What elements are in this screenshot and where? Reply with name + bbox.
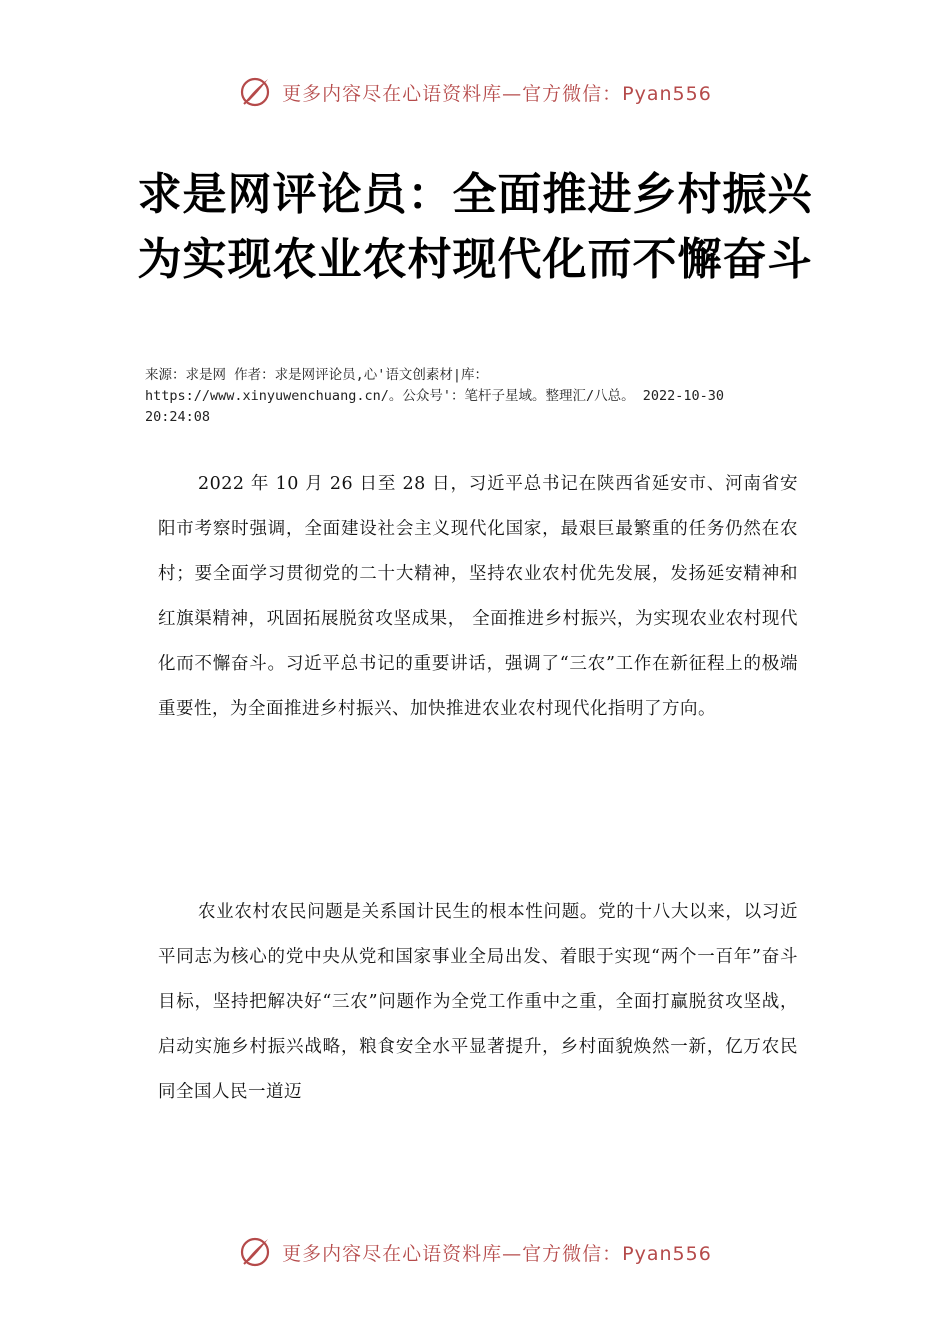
quill-logo-icon (238, 75, 272, 109)
meta-time-line: 20:24:08 (145, 409, 211, 425)
wechat-id: Pyan556 (622, 1242, 712, 1265)
meta-url-line: https://www.xinyuwenchuang.cn/。公众号'：笔杆子星域。整理汇/八总。 2022-10-30 (145, 388, 724, 404)
meta-source-line: 来源：求是网 作者：求是网评论员,心'语文创素材|库： (145, 367, 489, 383)
watermark-footer (0, 1232, 950, 1272)
paragraph-1: 2022 年 10 月 26 日至 28 日，习近平总书记在陕西省延安市、河南省安阳市考察时强调，全面建设社会主义现代化国家，最艰巨最繁重的任务仍然在农村；要全面学习贯彻党的二十大精神，坚持农业农村优先发展，发扬延安精神和红旗渠精神，巩固拓展脱贫攻坚成果， 全面推进乡村振兴，为实现农业农村现代化而不懈奋斗。习近平总书记的重要讲话，强调了“三农”工作在新征程上的极端重要性，为全面推进乡村振兴、加快推进农业农村现代化指明了方向。 (158, 474, 798, 719)
paragraph-2: 农业农村农民问题是关系国计民生的根本性问题。党的十八大以来，以习近平同志为核心的党中央从党和国家事业全局出发、着眼于实现“两个一百年”奋斗目标，坚持把解决好“三农”问题作为全党工作重中之重，全面打赢脱贫攻坚战，启动实施乡村振兴战略，粮食安全水平显著提升，乡村面貌焕然一新，亿万农民同全国人民一道迈 (158, 902, 798, 1102)
watermark-text: 更多内容尽在心语资料库—官方微信：Pyan556 (282, 82, 712, 105)
watermark-header (0, 72, 950, 112)
article-meta (145, 365, 845, 428)
quill-logo-icon (238, 1235, 272, 1269)
watermark-text: 更多内容尽在心语资料库—官方微信：Pyan556 (282, 1242, 712, 1265)
wechat-id: Pyan556 (622, 82, 712, 105)
article-title: 求是网评论员：全面推进乡村振兴 为实现农业农村现代化而不懈奋斗 (137, 169, 813, 285)
